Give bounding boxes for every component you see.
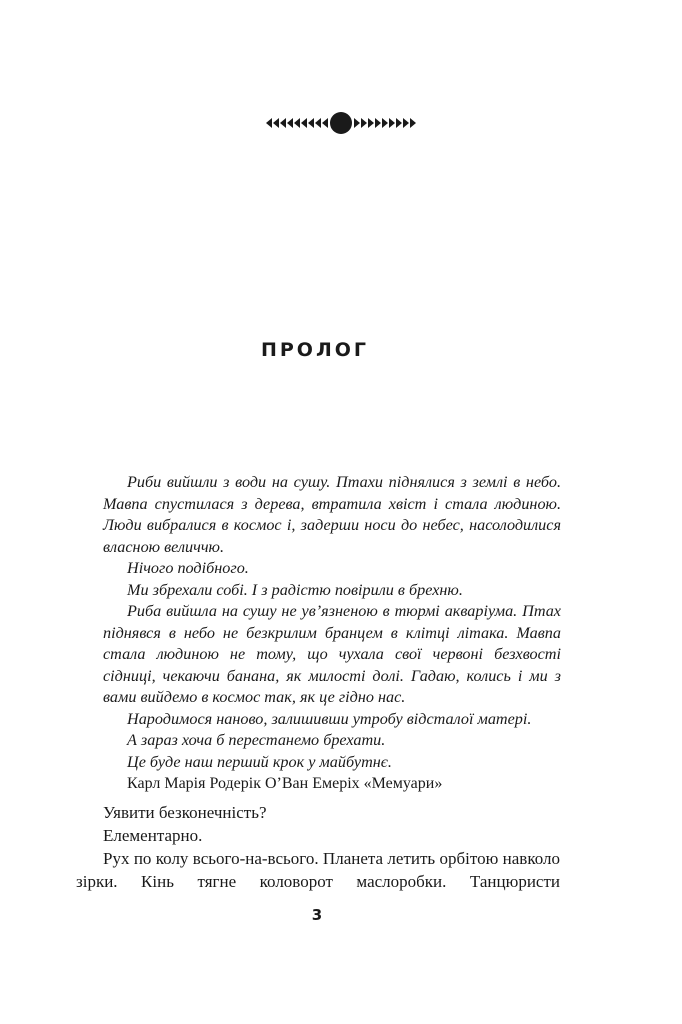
epigraph-paragraph: А зараз хоча б перестанемо брехати. — [127, 731, 386, 749]
ornament — [0, 109, 682, 137]
ornament-arrows-circle-icon — [266, 109, 416, 137]
epigraph-paragraph: Нічого подібного. — [127, 559, 249, 577]
body-paragraph: Елементарно. — [103, 826, 203, 845]
body-paragraph: Уявити безконечність? — [103, 803, 267, 822]
page-number: 3 — [311, 906, 323, 924]
body-text — [76, 801, 560, 893]
epigraph-paragraph: Ми збрехали собі. І з радістю повірили в брехню. — [127, 580, 463, 599]
epigraph-paragraph: Це буде наш перший крок у майбутнє. — [127, 752, 392, 771]
epigraph-paragraph: Риби вийшли з води на сушу. Птахи піднялися з землі в небо. Мавпа спустилася з дерева, втратила хвіст і стала людиною. Люди вибралися в космос і, задерши носи до небес, насолодилися власною величчю. — [103, 473, 561, 556]
chapter-title: ПРОЛОГ — [260, 339, 370, 361]
epigraph-paragraph: Риба вийшла на сушу не ув’язненою в тюрмі акваріума. Птах піднявся в небо не безкрилим бранцем в клітці літака. Мавпа стала людиною не тому, що чухала свої червоні безхвості сідниці, чекаючи банана, як милості долі. Гадаю, колись і ми з вами вийдемо в космос так, як це гідно нас. — [103, 602, 561, 706]
epigraph-paragraph: Народимося наново, залишивши утробу відсталої матері. — [127, 709, 532, 728]
body-paragraph: Рух по колу всього-на-всього. Планета летить орбітою навколо зірки. Кінь тягне коловорот маслоробки. Танцюристи — [76, 849, 560, 891]
epigraph-attribution: Карл Марія Родерік О’Ван Емеріх «Мемуари» — [127, 775, 443, 792]
epigraph — [103, 472, 561, 795]
